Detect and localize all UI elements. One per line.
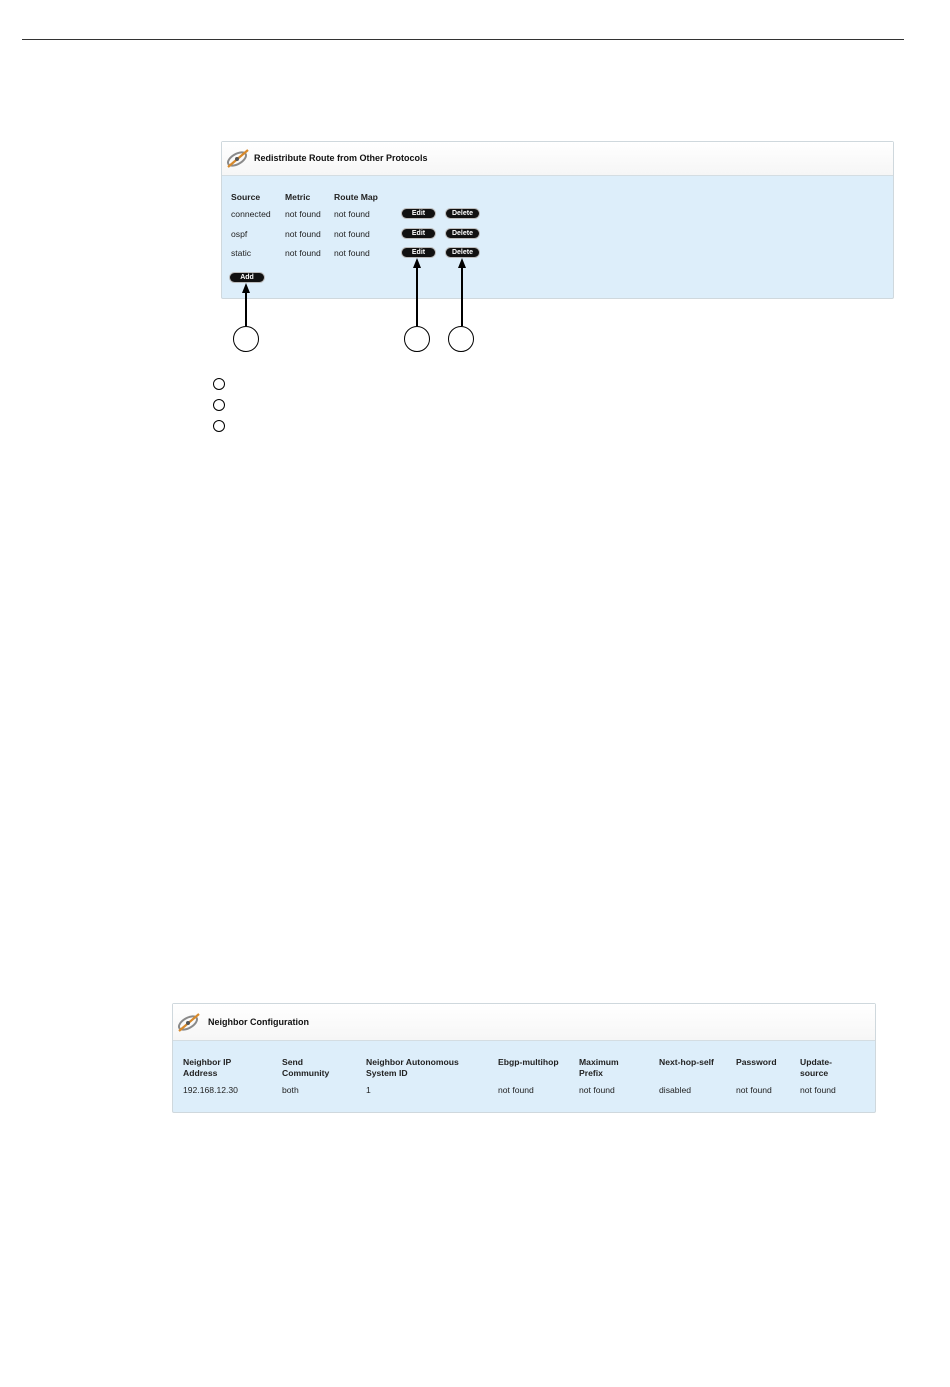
col-header-ebgp-multihop: Ebgp-multihop <box>498 1057 559 1067</box>
callout-line-add <box>245 292 247 326</box>
callout-circle-delete <box>448 326 474 352</box>
col-header-neighbor-as <box>366 1057 459 1079</box>
neighbor-ip-value: 192.168.12.30 <box>183 1085 238 1095</box>
col-header-route-map: Route Map <box>334 192 378 202</box>
page-top-rule <box>22 39 904 40</box>
callout-circle-add <box>233 326 259 352</box>
col-header-next-hop-self: Next-hop-self <box>659 1057 714 1067</box>
update-source-value: not found <box>800 1085 836 1095</box>
col-header-metric: Metric <box>285 192 311 202</box>
ebgp-multihop-value: not found <box>498 1085 534 1095</box>
satellite-dish-icon <box>225 146 251 170</box>
edit-button[interactable]: Edit <box>402 229 435 238</box>
next-hop-self-value: disabled <box>659 1085 692 1095</box>
col-header-neighbor-as-line1: Neighbor Autonomous <box>366 1057 459 1067</box>
col-header-neighbor-ip-line1: Neighbor IP <box>183 1057 232 1067</box>
redistribute-panel-title: Redistribute Route from Other Protocols <box>254 153 428 163</box>
legend-circle <box>213 399 225 411</box>
edit-button[interactable]: Edit <box>402 248 435 257</box>
col-header-max-prefix <box>579 1057 619 1079</box>
legend-circle <box>213 378 225 390</box>
callout-line-delete <box>461 267 463 326</box>
satellite-dish-icon <box>176 1010 202 1034</box>
redistribute-panel <box>221 141 894 299</box>
row-route-map: not found <box>334 248 370 258</box>
redistribute-panel-header <box>222 142 893 176</box>
delete-button[interactable]: Delete <box>446 229 479 238</box>
delete-button[interactable]: Delete <box>446 209 479 218</box>
col-header-password: Password <box>736 1057 777 1067</box>
row-metric: not found <box>285 248 321 258</box>
neighbor-panel <box>172 1003 876 1113</box>
col-header-max-prefix-line2: Prefix <box>579 1068 603 1078</box>
row-route-map: not found <box>334 229 370 239</box>
col-header-neighbor-as-line2: System ID <box>366 1068 408 1078</box>
row-source: static <box>231 248 252 258</box>
col-header-update-source-line2: source <box>800 1068 829 1078</box>
arrow-head-edit <box>413 258 421 268</box>
neighbor-panel-title: Neighbor Configuration <box>208 1017 309 1027</box>
edit-button[interactable]: Edit <box>402 209 435 218</box>
max-prefix-value: not found <box>579 1085 615 1095</box>
legend-circle <box>213 420 225 432</box>
col-header-update-source-line1: Update- <box>800 1057 832 1067</box>
col-header-neighbor-ip-line2: Address <box>183 1068 218 1078</box>
col-header-source: Source <box>231 192 261 202</box>
col-header-max-prefix-line1: Maximum <box>579 1057 619 1067</box>
neighbor-as-value: 1 <box>366 1085 371 1095</box>
delete-button[interactable]: Delete <box>446 248 479 257</box>
row-metric: not found <box>285 209 321 219</box>
col-header-update-source <box>800 1057 832 1079</box>
password-value: not found <box>736 1085 772 1095</box>
neighbor-panel-header <box>173 1004 875 1041</box>
arrow-head-delete <box>458 258 466 268</box>
send-community-value: both <box>282 1085 299 1095</box>
row-metric: not found <box>285 229 321 239</box>
row-source: connected <box>231 209 271 219</box>
callout-line-edit <box>416 267 418 326</box>
col-header-send-community-line2: Community <box>282 1068 330 1078</box>
row-source: ospf <box>231 229 248 239</box>
add-button[interactable]: Add <box>230 273 264 282</box>
callout-circle-edit <box>404 326 430 352</box>
col-header-send-community-line1: Send <box>282 1057 304 1067</box>
col-header-neighbor-ip <box>183 1057 231 1079</box>
col-header-send-community <box>282 1057 329 1079</box>
row-route-map: not found <box>334 209 370 219</box>
arrow-head-add <box>242 283 250 293</box>
